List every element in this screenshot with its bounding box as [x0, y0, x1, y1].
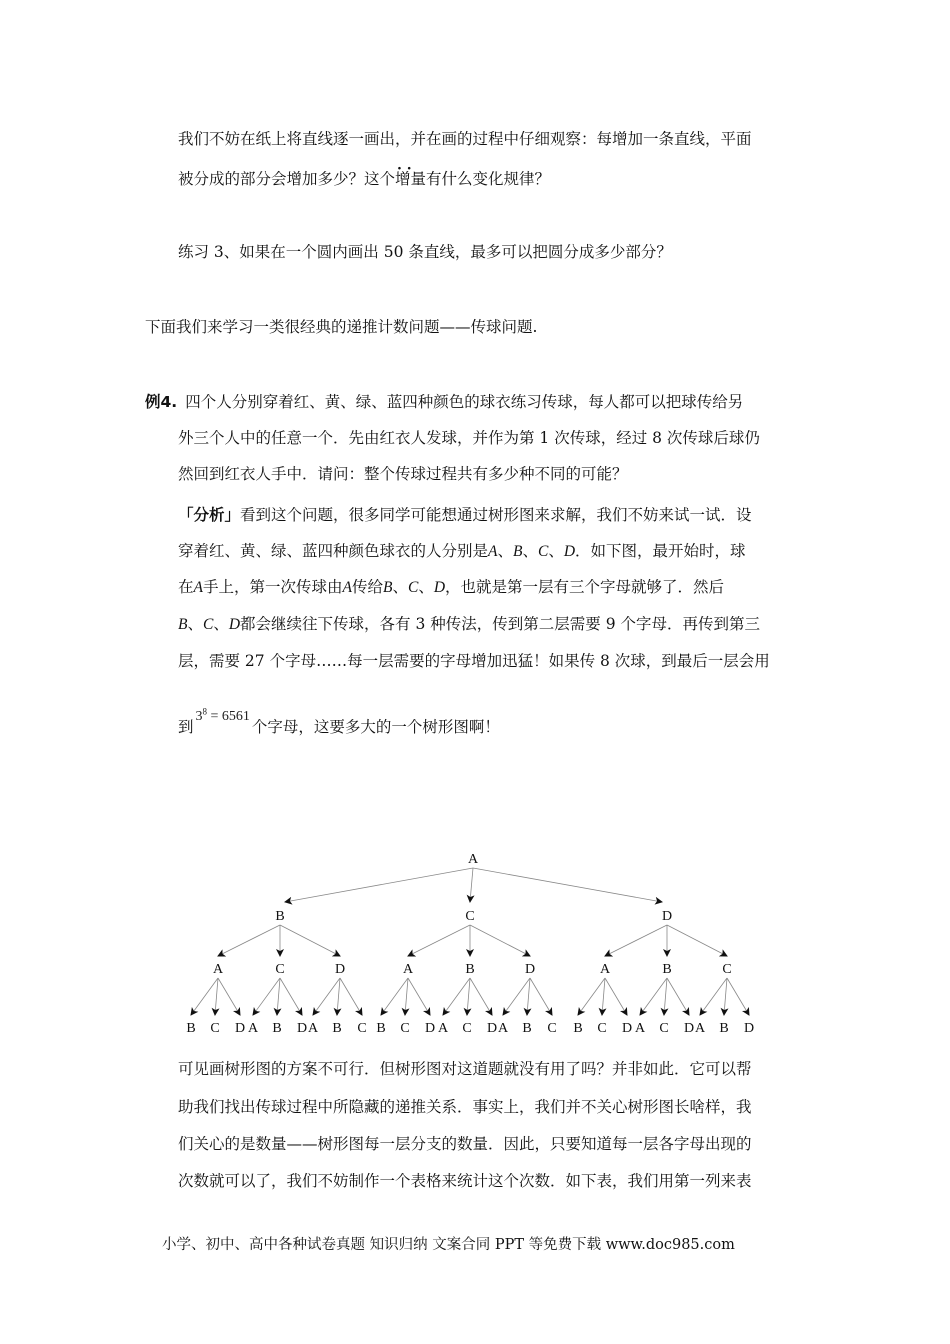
tree-edge [277, 978, 280, 1015]
analysis-text2b: ．如下图，最开始时，球 [575, 542, 746, 560]
tree-node-level3: D [424, 1021, 436, 1036]
tree-edge [215, 978, 218, 1015]
tree-edge [191, 978, 218, 1015]
var-c: C [537, 543, 549, 560]
tree-node-level3: B [376, 1021, 386, 1036]
math-base: 3 [195, 708, 203, 724]
sep: 、 [392, 578, 408, 596]
tree-edge [381, 978, 408, 1015]
tree-node-level3: A [694, 1021, 706, 1036]
section-intro: 下面我们来学习一类很经典的递推计数问题——传球问题. [145, 318, 538, 336]
tree-node-level3: C [659, 1021, 669, 1036]
tree-node-level3: C [400, 1021, 410, 1036]
tree-node-level2: B [465, 962, 475, 977]
example-label: 例4. [145, 393, 178, 411]
tree-edge [664, 978, 667, 1015]
var-b: B [382, 579, 393, 596]
analysis-text4b: 都会继续往下传球，各有 3 种传法，传到第二层需要 9 个字母．再传到第三 [240, 615, 760, 633]
tree-edge [408, 925, 470, 956]
tree-node-level1: B [275, 909, 285, 924]
tree-edge [503, 978, 530, 1015]
tree-edge [578, 978, 605, 1015]
tree-node-level2: A [599, 962, 611, 977]
var-c: C [407, 579, 419, 596]
analysis-label: 「分析」 [178, 506, 241, 524]
analysis-text3d: ，也就是第一层有三个字母就够了．然后 [445, 578, 725, 596]
tree-edge [530, 978, 552, 1015]
sep: 、 [418, 578, 434, 596]
tree-node-level2: D [524, 962, 536, 977]
paragraph2-line1: 可见画树形图的方案不可行．但树形图对这道题就没有用了吗？并非如此．它可以帮 [178, 1060, 752, 1078]
tree-node-level2: A [402, 962, 414, 977]
example4-line3: 然回到红衣人手中．请问：整个传球过程共有多少种不同的可能？ [178, 465, 628, 483]
sep: 、 [213, 615, 229, 633]
tree-node-level3: B [573, 1021, 583, 1036]
tree-edge [313, 978, 340, 1015]
tree-edge [285, 868, 473, 902]
tree-node-level3: B [272, 1021, 282, 1036]
tree-node-level3: A [247, 1021, 259, 1036]
tree-node-level3: D [683, 1021, 695, 1036]
tree-edge [405, 978, 408, 1015]
example4-text1: 四个人分别穿着红、黄、绿、蓝四种颜色的球衣练习传球，每人都可以把球传给另 [185, 393, 744, 411]
analysis-line1 [178, 508, 752, 524]
sep: 、 [522, 542, 538, 560]
tree-node-level3: C [357, 1021, 367, 1036]
tree-edge [640, 978, 667, 1015]
paragraph1-line2-end: 有什么变化规律？ [426, 170, 551, 188]
tree-node-level3: C [462, 1021, 472, 1036]
exercise-3: 练习 3、如果在一个圆内画出 50 条直线，最多可以把圆分成多少部分？ [178, 243, 672, 261]
var-a: A [193, 579, 203, 596]
tree-node-level3: A [307, 1021, 319, 1036]
tree-edge [443, 978, 470, 1015]
tree-edge [527, 978, 530, 1015]
tree-node-level1: D [661, 909, 673, 924]
tree-node-level2: B [662, 962, 672, 977]
analysis-line6 [178, 706, 500, 736]
tree-node-level3: C [597, 1021, 607, 1036]
tree-node-root: A [467, 852, 479, 867]
var-d: D [563, 543, 576, 560]
tree-node-level1: C [465, 909, 475, 924]
var-c: C [202, 616, 214, 633]
var-d: D [433, 579, 446, 596]
tree-edge [724, 978, 727, 1015]
paragraph2-line4: 次数就可以了，我们不妨制作一个表格来统计这个次数．如下表，我们用第一列来表 [178, 1172, 752, 1190]
tree-edge [253, 978, 280, 1015]
tree-node-level2: D [334, 962, 346, 977]
paragraph1-line2 [178, 172, 550, 188]
tree-edges [191, 868, 749, 1015]
var-d: D [228, 616, 241, 633]
tree-node-level3: B [332, 1021, 342, 1036]
tree-node-level3: D [486, 1021, 498, 1036]
analysis-line4 [178, 617, 760, 633]
tree-node-level2: C [275, 962, 285, 977]
analysis-line3 [178, 580, 724, 596]
tree-edge [470, 978, 492, 1015]
analysis-line5: 层，需要 27 个字母……每一层需要的字母增加迅猛！如果传 8 次球，到最后一层会用 [178, 652, 770, 670]
tree-edge [727, 978, 749, 1015]
tree-node-level3: B [522, 1021, 532, 1036]
tree-edge [280, 925, 340, 956]
tree-node-level3: D [743, 1021, 755, 1036]
tree-node-level3: A [497, 1021, 509, 1036]
math-expression [195, 706, 250, 724]
tree-edge [473, 868, 662, 902]
analysis-text3b: 手上，第一次传球由 [202, 578, 343, 596]
tree-edge [470, 925, 530, 956]
math-exponent: 8 [202, 706, 208, 716]
tree-node-level3: A [437, 1021, 449, 1036]
tree-edge [408, 978, 430, 1015]
tree-node-level3: D [621, 1021, 633, 1036]
tree-edge [605, 925, 667, 956]
analysis-text3c: 传给 [351, 578, 383, 596]
tree-edge [700, 978, 727, 1015]
tree-diagram [180, 845, 780, 1045]
sep: 、 [497, 542, 513, 560]
paragraph1-line1: 我们不妨在纸上将直线逐一画出，并在画的过程中仔细观察：每增加一条直线，平面 [178, 130, 752, 148]
page-footer: 小学、初中、高中各种试卷真题 知识归纳 文案合同 PPT 等免费下载 www.doc985.com [162, 1237, 735, 1253]
analysis-line2 [178, 544, 746, 560]
tree-node-level3: A [634, 1021, 646, 1036]
tree-node-level3: C [547, 1021, 557, 1036]
tree-node-level3: B [719, 1021, 729, 1036]
paragraph2-line2: 助我们找出传球过程中所隐藏的递推关系．事实上，我们并不关心树形图长啥样，我 [178, 1098, 752, 1116]
tree-edge [470, 868, 473, 902]
tree-edge [337, 978, 340, 1015]
var-b: B [513, 543, 523, 560]
emphasized-term: · · 增量 [395, 172, 426, 188]
tree-edge [218, 925, 280, 956]
math-result: = 6561 [207, 708, 250, 724]
var-b: B [178, 616, 188, 633]
sep: 、 [548, 542, 564, 560]
analysis-text3a: 在 [178, 578, 194, 596]
tree-edge [280, 978, 302, 1015]
analysis-text6b: 个字母，这要多大的一个树形图啊！ [251, 717, 500, 736]
example4-line2: 外三个人中的任意一个．先由红衣人发球，并作为第 1 次传球，经过 8 次传球后球仍 [178, 429, 760, 447]
paragraph1-line2-start: 被分成的部分会增加多少？这个 [178, 170, 396, 188]
tree-edge [605, 978, 627, 1015]
analysis-text1: 看到这个问题，很多同学可能想通过树形图来求解，我们不妨来试一试．设 [240, 506, 752, 524]
tree-node-level3: D [234, 1021, 246, 1036]
analysis-text2a: 穿着红、黄、绿、蓝四种颜色球衣的人分别是 [178, 542, 489, 560]
paragraph2-line3: 们关心的是数量——树形图每一层分支的数量．因此，只要知道每一层各字母出现的 [178, 1135, 752, 1153]
tree-node-level3: C [210, 1021, 220, 1036]
example4-line1 [145, 395, 743, 411]
tree-edge [667, 978, 689, 1015]
tree-edge [218, 978, 240, 1015]
tree-node-level3: B [186, 1021, 196, 1036]
var-a: A [342, 579, 352, 596]
tree-node-level2: A [212, 962, 224, 977]
tree-node-level3: D [296, 1021, 308, 1036]
sep: 、 [187, 615, 203, 633]
var-a: A [488, 543, 498, 560]
tree-node-level2: C [722, 962, 732, 977]
analysis-text6a: 到 [178, 717, 194, 736]
tree-edge [467, 978, 470, 1015]
tree-edge [667, 925, 727, 956]
tree-edge [602, 978, 605, 1015]
tree-edge [340, 978, 362, 1015]
